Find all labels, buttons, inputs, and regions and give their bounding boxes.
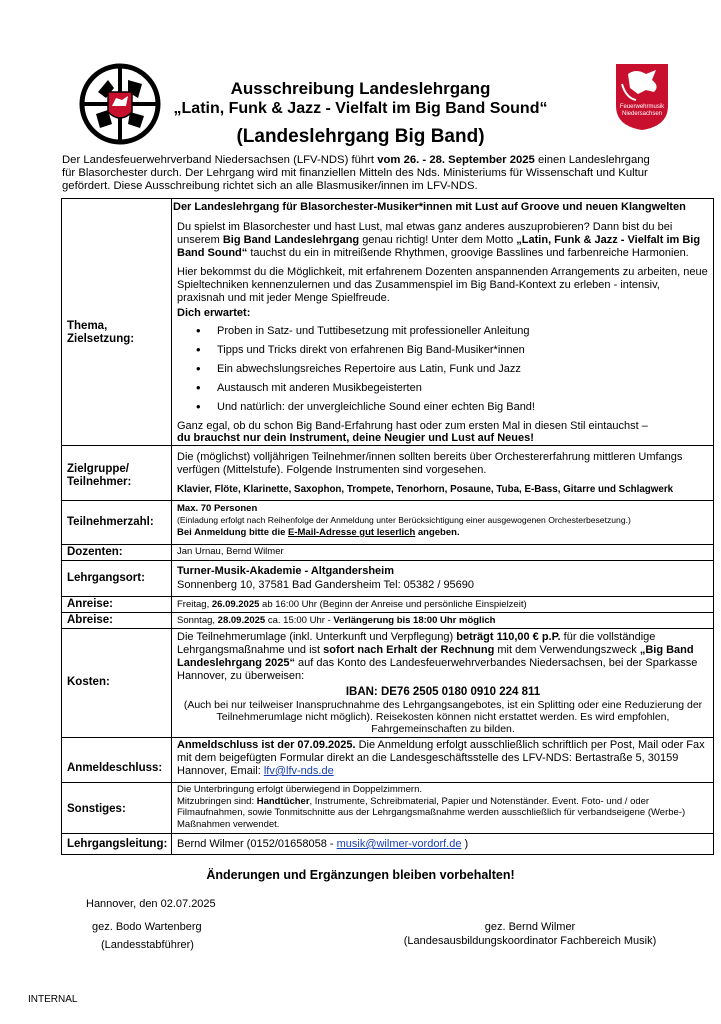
anmeldeschluss-text: Anmeldschluss ist der 07.09.2025. Die Anmeldung erfolgt ausschließlich schriftlich per Post, Mail oder Fax mit dem beigefügten Formular direkt an die Landesgeschäftsstelle des LFV-NDS: Bertastraße 5, 30159 Hannover, Email: lfv@lfv-nds.de bbox=[177, 739, 705, 777]
row-divider bbox=[62, 833, 713, 834]
thema-closing-1: Ganz egal, ob du schon Big Band-Erfahrung hast oder zum ersten Mal in diesen Stil eintauchst – bbox=[177, 420, 648, 432]
classification-label: INTERNAL bbox=[28, 994, 78, 1005]
title-subtitle: (Landeslehrgang Big Band) bbox=[236, 126, 485, 147]
leitung-email-link[interactable]: musik@wilmer-vordorf.de bbox=[336, 838, 462, 850]
zielgruppe-instruments: Klavier, Flöte, Klarinette, Saxophon, Trompete, Tenorhorn, Posaune, Tuba, E-Bass, Gitarre und Schlagwerk bbox=[177, 484, 674, 495]
row-divider bbox=[62, 737, 713, 738]
label-kosten: Kosten: bbox=[67, 676, 110, 688]
signature-1-role: (Landesstabführer) bbox=[101, 939, 194, 951]
label-abreise: Abreise: bbox=[67, 614, 114, 626]
list-item: • Proben in Satz- und Tuttibesetzung mit professioneller Anleitung bbox=[177, 325, 709, 344]
row-divider bbox=[62, 612, 713, 613]
anmeldeschluss-email-link[interactable]: lfv@lfv-nds.de bbox=[263, 765, 334, 777]
signature-2-name: gez. Bernd Wilmer bbox=[484, 921, 576, 933]
thema-paragraph-1: Du spielst im Blasorchester und hast Lust, mal etwas ganz anderes auszuprobieren? Dann bist du bei unserem Big Band Landeslehrgang genau richtig! Unter dem Motto „Latin, Funk & Jazz - Vielfalt im Big Band Sound“ tauchst du ein in mitreißende Rhythmen, groovige Basslines und farbenreiche Harmonien. bbox=[177, 221, 701, 259]
thema-paragraph-2: Hier bekommst du die Möglichkeit, mit erfahrenem Dozenten anspannenden Arrangements zu arbeiten, neue Spieltechniken kennenzulernen und das Zusammenspiel im Big Band-Kontext zu erleben - intensiv, praxisnah und mit jeder Menge Spielfreude. bbox=[177, 266, 708, 304]
row-divider bbox=[62, 445, 713, 446]
kosten-iban: IBAN: DE76 2505 0180 0910 224 811 bbox=[345, 686, 541, 698]
ort-name: Turner-Musik-Akademie - Altgandersheim bbox=[177, 565, 394, 577]
label-sonstiges: Sonstiges: bbox=[67, 803, 126, 815]
ort-address: Sonnenberg 10, 37581 Bad Gandersheim Tel: 05382 / 95690 bbox=[177, 579, 475, 591]
thema-bullet-list bbox=[177, 325, 709, 420]
anreise-value: Freitag, 26.09.2025 ab 16:00 Uhr (Beginn der Anreise und persönliche Einspielzeit) bbox=[177, 599, 527, 610]
row-divider bbox=[62, 782, 713, 783]
label-thema: Thema, Zielsetzung: bbox=[67, 320, 135, 345]
row-divider bbox=[62, 500, 713, 501]
row-divider bbox=[62, 544, 713, 545]
teilnehmerzahl-note: (Einladung erfolgt nach Reihenfolge der Anmeldung unter Berücksichtigung einer ausgewogenen Orchesterbesetzung.) bbox=[177, 515, 631, 525]
teilnehmerzahl-max: Max. 70 Personen bbox=[177, 503, 258, 514]
zielgruppe-text: Die (möglichst) volljährigen Teilnehmer/innen sollten bereits über Orchestererfahrung mittleren Umfangs verfügen (Mittelstufe). Folgende Instrumenten sind vorgesehen. bbox=[177, 451, 683, 476]
list-item: • Und natürlich: der unvergleichliche Sound einer echten Big Band! bbox=[177, 401, 709, 420]
label-anreise: Anreise: bbox=[67, 598, 114, 610]
label-lehrgangsort: Lehrgangsort: bbox=[67, 572, 145, 584]
sonstiges-text bbox=[177, 784, 709, 830]
kosten-note: (Auch bei nur teilweiser Inanspruchnahme des Lehrgangsangebotes, ist ein Splitting oder eine Reduzierung der Teilnehmerumlage nicht möglich). Reisekosten können nicht erstattet werden. Es wird empfohlen, Fahrgemeinschaften zu bilden. bbox=[183, 699, 703, 735]
kosten-paragraph: Die Teilnehmerumlage (inkl. Unterkunft und Verpflegung) beträgt 110,00 € p.P. für die vollständige Lehrgangsmaßnahme und ist sofort nach Erhalt der Rechnung mit dem Verwendungszweck „Big Band Landeslehrgang 2025“ auf das Konto des Landesfeuerwehrverbandes Niedersachsen, bei der Sparkasse Hannover, zu überweisen: bbox=[177, 631, 698, 682]
place-date: Hannover, den 02.07.2025 bbox=[86, 898, 216, 910]
sonstiges-line-2: Mitzubringen sind: Handtücher, Instrumente, Schreibmaterial, Papier und Notenständer. Event. Foto- und / oder Filmaufnahmen, sowie Tonmitschnitte aus der Lehrgangsmaßnahme werden ausschließlich für verbandseigene (Werbe-) Maßnahmen verwendet. bbox=[177, 795, 686, 830]
logo-text-line1: Feuerwehrmusik bbox=[619, 104, 665, 110]
label-teilnehmerzahl: Teilnehmerzahl: bbox=[67, 516, 154, 528]
row-divider bbox=[62, 596, 713, 597]
title-main: Ausschreibung Landeslehrgang bbox=[230, 79, 491, 98]
sonstiges-line-1: Die Unterbringung erfolgt überwiegend in Doppelzimmern. bbox=[177, 784, 423, 795]
thema-heading: Der Landeslehrgang für Blasorchester-Musiker*innen mit Lust auf Groove und neuen Klangwelten bbox=[173, 201, 686, 213]
dozenten-value: Jan Urnau, Bernd Wilmer bbox=[177, 546, 284, 557]
signature-2-role: (Landesausbildungskoordinator Fachbereich Musik) bbox=[403, 935, 657, 947]
label-lehrgangsleitung: Lehrgangsleitung: bbox=[67, 838, 168, 850]
row-divider bbox=[62, 560, 713, 561]
thema-closing-2: du brauchst nur dein Instrument, deine Neugier und Lust auf Neues! bbox=[177, 432, 534, 444]
course-details-table bbox=[61, 198, 714, 855]
list-item: • Tipps und Tricks direkt von erfahrenen Big Band-Musiker*innen bbox=[177, 344, 709, 363]
intro-paragraph: Der Landesfeuerwehrverband Niedersachsen (LFV-NDS) führt vom 26. - 28. September 2025 einen Landeslehrgang für Blasorchester durch. Der Lehrgang wird mit finanziellen Mitteln des Nds. Ministeriums für Wissenschaft und Kultur gefördert. Diese Ausschreibung richtet sich an alle Blasmusiker/innen im LFV-NDS. bbox=[62, 154, 650, 192]
logo-text-line2: Niedersachsen bbox=[621, 111, 663, 117]
row-divider bbox=[62, 628, 713, 629]
table-column-divider bbox=[171, 199, 172, 854]
list-item: • Ein abwechslungsreiches Repertoire aus Latin, Funk und Jazz bbox=[177, 363, 709, 382]
list-item: • Austausch mit anderen Musikbegeisterten bbox=[177, 382, 709, 401]
label-zielgruppe: Zielgruppe/ Teilnehmer: bbox=[67, 463, 132, 488]
title-motto: „Latin, Funk & Jazz - Vielfalt im Big Band Sound“ bbox=[173, 100, 548, 117]
label-anmeldeschluss: Anmeldeschluss: bbox=[67, 762, 163, 774]
leitung-value: Bernd Wilmer (0152/01658058 - musik@wilmer-vordorf.de ) bbox=[177, 838, 469, 850]
abreise-value: Sonntag, 28.09.2025 ca. 15:00 Uhr - Verlängerung bis 18:00 Uhr möglich bbox=[177, 615, 496, 626]
label-dozenten: Dozenten: bbox=[67, 546, 123, 558]
changes-reserved-note: Änderungen und Ergänzungen bleiben vorbehalten! bbox=[206, 868, 515, 882]
thema-expect-heading: Dich erwartet: bbox=[177, 307, 251, 319]
teilnehmerzahl-email-hint: Bei Anmeldung bitte die E-Mail-Adresse gut leserlich angeben. bbox=[177, 527, 460, 538]
signature-1-name: gez. Bodo Wartenberg bbox=[92, 921, 202, 933]
